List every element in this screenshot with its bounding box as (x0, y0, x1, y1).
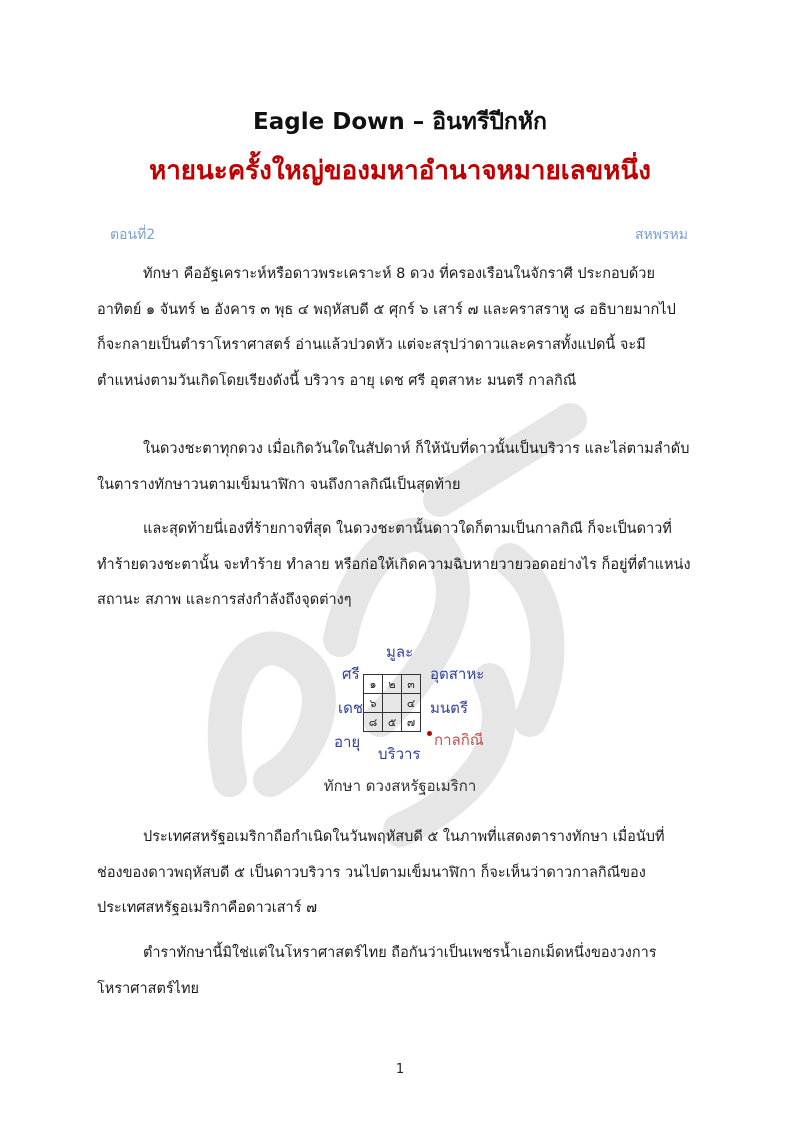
diagram-caption: ทักษา ดวงสหรัฐอเมริกา (323, 777, 477, 795)
diagram-label-kalakini: กาลกิณี (434, 731, 484, 749)
diagram-label-sri: ศรี (342, 665, 360, 683)
grid-cell: ๓ (402, 675, 421, 694)
diagram-label-utsaha: อุตสาหะ (430, 665, 485, 683)
takasa-diagram (330, 640, 490, 790)
paragraph-line: สถานะ สภาพ และการส่งกำลังถึงจุดต่างๆ (97, 592, 352, 608)
paragraph-line: ประเทศสหรัฐอเมริกาถือกำเนิดในวันพฤหัสบดี ๕ ในภาพที่แสดงตารางทักษา เมื่อนับที่ (143, 829, 665, 845)
paragraph-line: และสุดท้ายนี่เองที่ร้ายกาจที่สุด ในดวงชะตานั้นดาวใดก็ตามเป็นกาลกิณี ก็จะเป็นดาวที่ (143, 521, 672, 537)
diagram-label-mula: มูละ (386, 643, 414, 661)
diagram-label-montri: มนตรี (430, 699, 468, 717)
paragraph-takasa-intro (97, 257, 705, 399)
diagram-label-ayu: อายุ (334, 733, 361, 751)
diagram-label-det: เดช (338, 699, 364, 717)
diagram-label-boriwan: บริวาร (378, 745, 421, 763)
paragraph-line: โหราศาสตร์ไทย (97, 980, 200, 997)
document-title-english: Eagle Down – อินทรีปีกหัก (253, 109, 547, 135)
grid-cell: ๔ (402, 694, 421, 713)
grid-cell: ๕ (383, 713, 402, 732)
paragraph-line: ในตารางทักษาวนตามเข็มนาฬิกา จนถึงกาลกิณีเป็นสุดท้าย (97, 476, 461, 493)
grid-cell: ๑ (364, 675, 383, 694)
takasa-grid (363, 674, 421, 732)
document-title-thai: หายนะครั้งใหญ่ของมหาอำนาจหมายเลขหนึ่ง (149, 156, 651, 186)
grid-cell: ๗ (402, 713, 421, 732)
grid-cell: ๖ (364, 694, 383, 713)
paragraph-line: ประเทศสหรัฐอเมริกาคือดาวเสาร์ ๗ (97, 900, 317, 916)
kalakini-marker-dot (427, 731, 432, 736)
author-name: สหพรหม (635, 227, 688, 243)
paragraph-line: อาทิตย์ ๑ จันทร์ ๒ อังคาร ๓ พุธ ๔ พฤหัสบดี ๕ ศุกร์ ๖ เสาร์ ๗ และคราสราหู ๘ อธิบายมากไป (97, 301, 676, 318)
paragraph-conclusion (97, 936, 705, 1007)
grid-cell: ๒ (383, 675, 402, 694)
paragraph-kalakini (97, 512, 705, 619)
paragraph-counting-rule (97, 432, 705, 503)
paragraph-usa-chart (97, 820, 705, 927)
grid-cell: ๘ (364, 713, 383, 732)
paragraph-line: ตำราทักษานี้มิใช่แต่ในโหราศาสตร์ไทย ถือกันว่าเป็นเพชรน้ำเอกเม็ดหนึ่งของวงการ (143, 945, 657, 961)
paragraph-line: ทำร้ายดวงชะตานั้น จะทำร้าย ทำลาย หรือก่อให้เกิดความฉิบหายวายวอดอย่างไร ก็อยู่ที่ตำแหน่ง (97, 556, 691, 573)
paragraph-line: ก็จะกลายเป็นตำราโหราศาสตร์ อ่านแล้วปวดหัว แต่จะสรุปว่าดาวและคราสทั้งแปดนี้ จะมี (97, 337, 646, 353)
paragraph-line: ทักษา คืออัฐเคราะห์หรือดาวพระเคราะห์ 8 ดวง ที่ครองเรือนในจักราศี ประกอบด้วย (143, 266, 655, 282)
paragraph-line: ตำแหน่งตามวันเกิดโดยเรียงดังนี้ บริวาร อายุ เดช ศรี อุตสาหะ มนตรี กาลกิณี (97, 372, 577, 389)
episode-label: ตอนที่2 (110, 227, 156, 243)
paragraph-line: ช่องของดาวพฤหัสบดี ๕ เป็นดาวบริวาร วนไปตามเข็มนาฬิกา ก็จะเห็นว่าดาวกาลกิณีของ (97, 864, 646, 881)
page-number: 1 (395, 1062, 405, 1077)
grid-cell (383, 694, 402, 713)
paragraph-line: ในดวงชะตาทุกดวง เมื่อเกิดวันใดในสัปดาห์ ก็ให้นับที่ดาวนั้นเป็นบริวาร และไล่ตามลำดับ (143, 441, 690, 457)
